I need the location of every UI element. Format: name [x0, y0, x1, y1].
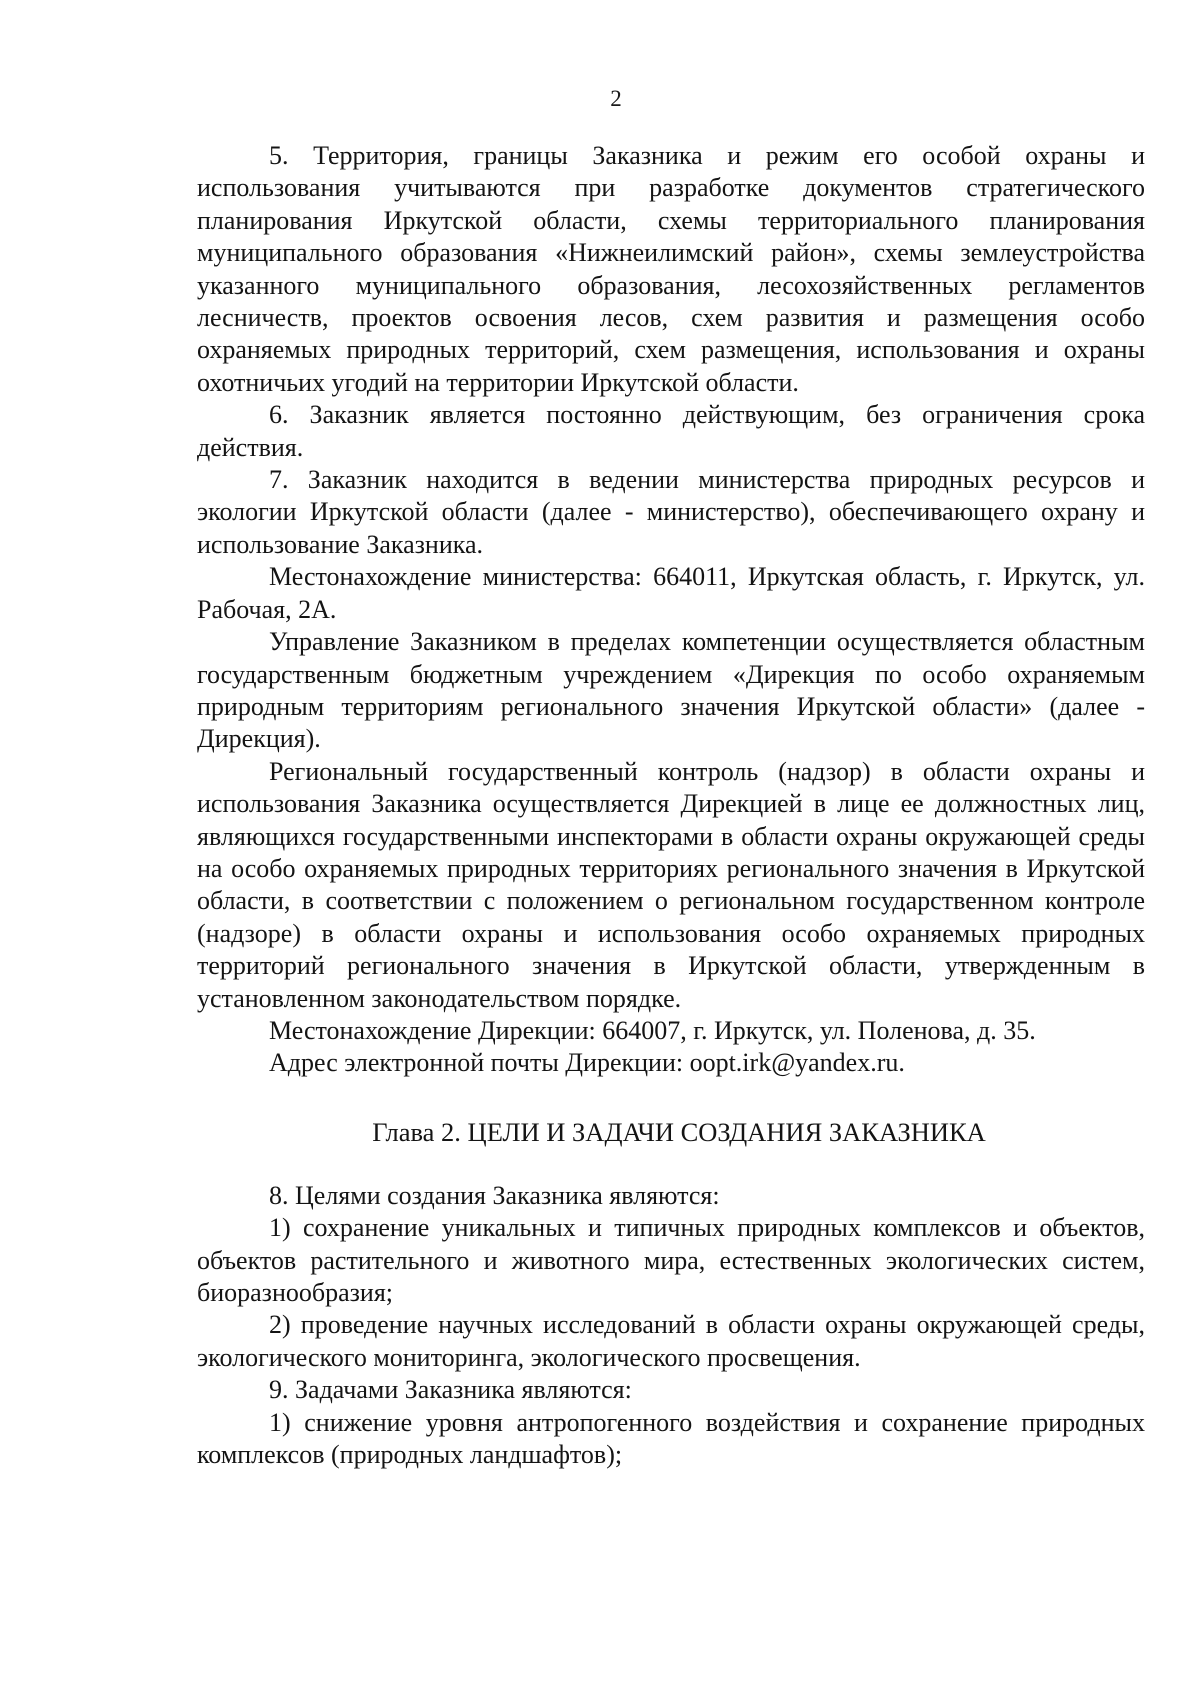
paragraph-goal-1: 1) сохранение уникальных и типичных природных комплексов и объектов, объектов растительного и животного мира, естественных экологических систем, биоразнообразия; — [197, 1213, 1145, 1307]
paragraph-item-5: 5. Территория, границы Заказника и режим его особой охраны и использования учитываются при разработке документов стратегического планирования Иркутской области, схемы территориального планирования муниципального образования «Нижнеилимский район», схемы землеустройства указанного муниципального образования, лесохозяйственных регламентов лесничеств, проектов освоения лесов, схем развития и размещения особо охраняемых природных территорий, схем размещения, использования и охраны охотничьих угодий на территории Иркутской области. — [197, 141, 1145, 397]
document-body — [197, 140, 1145, 1471]
paragraph-directorate-location: Местонахождение Дирекции: 664007, г. Иркутск, ул. Поленова, д. 35. — [269, 1015, 1036, 1045]
paragraph-item-9: 9. Задачами Заказника являются: — [269, 1375, 632, 1405]
paragraph-ministry-location: Местонахождение министерства: 664011, Иркутская область, г. Иркутск, ул. Рабочая, 2А. — [197, 562, 1145, 624]
page-number: 2 — [610, 86, 622, 111]
paragraph-item-8: 8. Целями создания Заказника являются: — [269, 1180, 720, 1210]
paragraph-management: Управление Заказником в пределах компетенции осуществляется областным государственным бюджетным учреждением «Дирекция по особо охраняемым природным территориям регионального значения Иркутской области» (далее - Дирекция). — [197, 627, 1145, 754]
paragraph-directorate-email: Адрес электронной почты Дирекции: oopt.irk@yandex.ru. — [269, 1048, 905, 1078]
paragraph-item-6: 6. Заказник является постоянно действующим, без ограничения срока действия. — [197, 400, 1145, 462]
paragraph-state-control: Региональный государственный контроль (надзор) в области охраны и использования Заказника осуществляется Дирекцией в лице ее должностных лиц, являющихся государственными инспекторами в области охраны окружающей среды на особо охраняемых природных территориях регионального значения в Иркутской области, в соответствии с положением о региональном государственном контроле (надзоре) в области охраны и использования особо охраняемых природных территорий регионального значения в Иркутской области, утвержденным в установленном законодательством порядке. — [197, 756, 1145, 1013]
paragraph-goal-2: 2) проведение научных исследований в области охраны окружающей среды, экологического мониторинга, экологического просвещения. — [197, 1310, 1145, 1372]
chapter-heading: Глава 2. ЦЕЛИ И ЗАДАЧИ СОЗДАНИЯ ЗАКАЗНИКА — [372, 1116, 986, 1147]
paragraph-item-7: 7. Заказник находится в ведении министерства природных ресурсов и экологии Иркутской области (далее - министерство), обеспечивающего охрану и использование Заказника. — [197, 465, 1145, 559]
paragraph-task-1: 1) снижение уровня антропогенного воздействия и сохранение природных комплексов (природных ландшафтов); — [197, 1407, 1145, 1470]
